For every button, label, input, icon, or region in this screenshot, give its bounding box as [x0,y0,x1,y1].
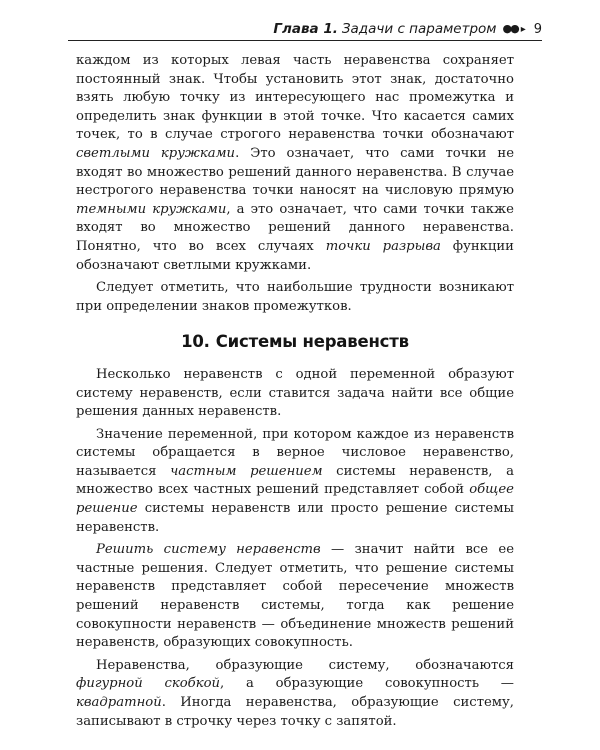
italic-term: темными кружками [76,201,227,217]
page-number: 9 [533,21,542,37]
paragraph-text: . Это означает, что сами точки не входят во множество решений данного неравенства. В случае нестрогого неравенства точки наносят на числовую прямую [76,145,515,199]
paragraph [76,657,514,731]
section-title: Системы неравенств [215,332,409,352]
chapter-title: Задачи с параметром [341,21,497,37]
running-header [68,18,542,41]
italic-term: общее решение [76,482,514,517]
paragraph: Следует отметить, что наибольшие трудности возникают при определении знаков промежутков. [76,280,514,314]
header-ornament-icon: ●● ▸ [502,21,526,35]
italic-term: точки разрыва [325,238,441,254]
paragraph-text: Значение переменной, при котором каждое из неравенств системы обращается в верное числовое неравенство, называется [76,426,514,479]
paragraph: Несколько неравенств с одной переменной образуют систему неравенств, если ставится задача найти все общие решения данных неравенств. [76,366,514,420]
paragraph-text: — значит найти все ее частные решения. Следует отметить, что решение системы неравенств представляет собой пересечение множеств решений неравенств системы, тогда как решение совокупности неравенств — объединение множеств решений неравенств, образующих совокупность. [76,542,515,651]
italic-term: Решить систему неравенств [96,542,321,558]
paragraph-text: . Иногда неравенства, образующие систему, записывают в строчку через точку с запятой. [76,695,514,729]
page-body [76,52,514,731]
section-heading [76,333,514,352]
paragraph [76,426,514,538]
paragraph-text: , а это означает, что сами точки также входят во множество решений данного неравенства. Понятно, что во всех случаях [76,201,514,254]
italic-term: частным решением [170,463,323,479]
paragraph [76,541,514,653]
italic-term: светлыми кружками [76,145,236,161]
paragraph-text: , а образующие совокупность — [220,676,514,692]
italic-term: квадратной [76,695,162,710]
paragraph-continued [76,52,514,275]
paragraph-text: Неравенства, образующие систему, обозначаются [96,657,514,673]
section-number: 10. [181,332,210,352]
paragraph-text: каждом из которых левая часть неравенства сохраняет постоянный знак. Чтобы установить этот знак, достаточно взять любую точку из интересующего нас промежутка и определить знак функции в этой точке. Что касается самих точек, то в случае строгого неравенства точки обозначают [76,53,514,143]
paragraph-text: функции обозначают светлыми кружками. [76,238,514,273]
chapter-number: Глава 1. [273,21,338,37]
paragraph-text: системы неравенств, а множество всех частных решений представляет собой [76,463,514,498]
paragraph-text: системы неравенств или просто решение системы неравенств. [76,501,514,535]
italic-term: фигурной скобкой [76,676,221,692]
